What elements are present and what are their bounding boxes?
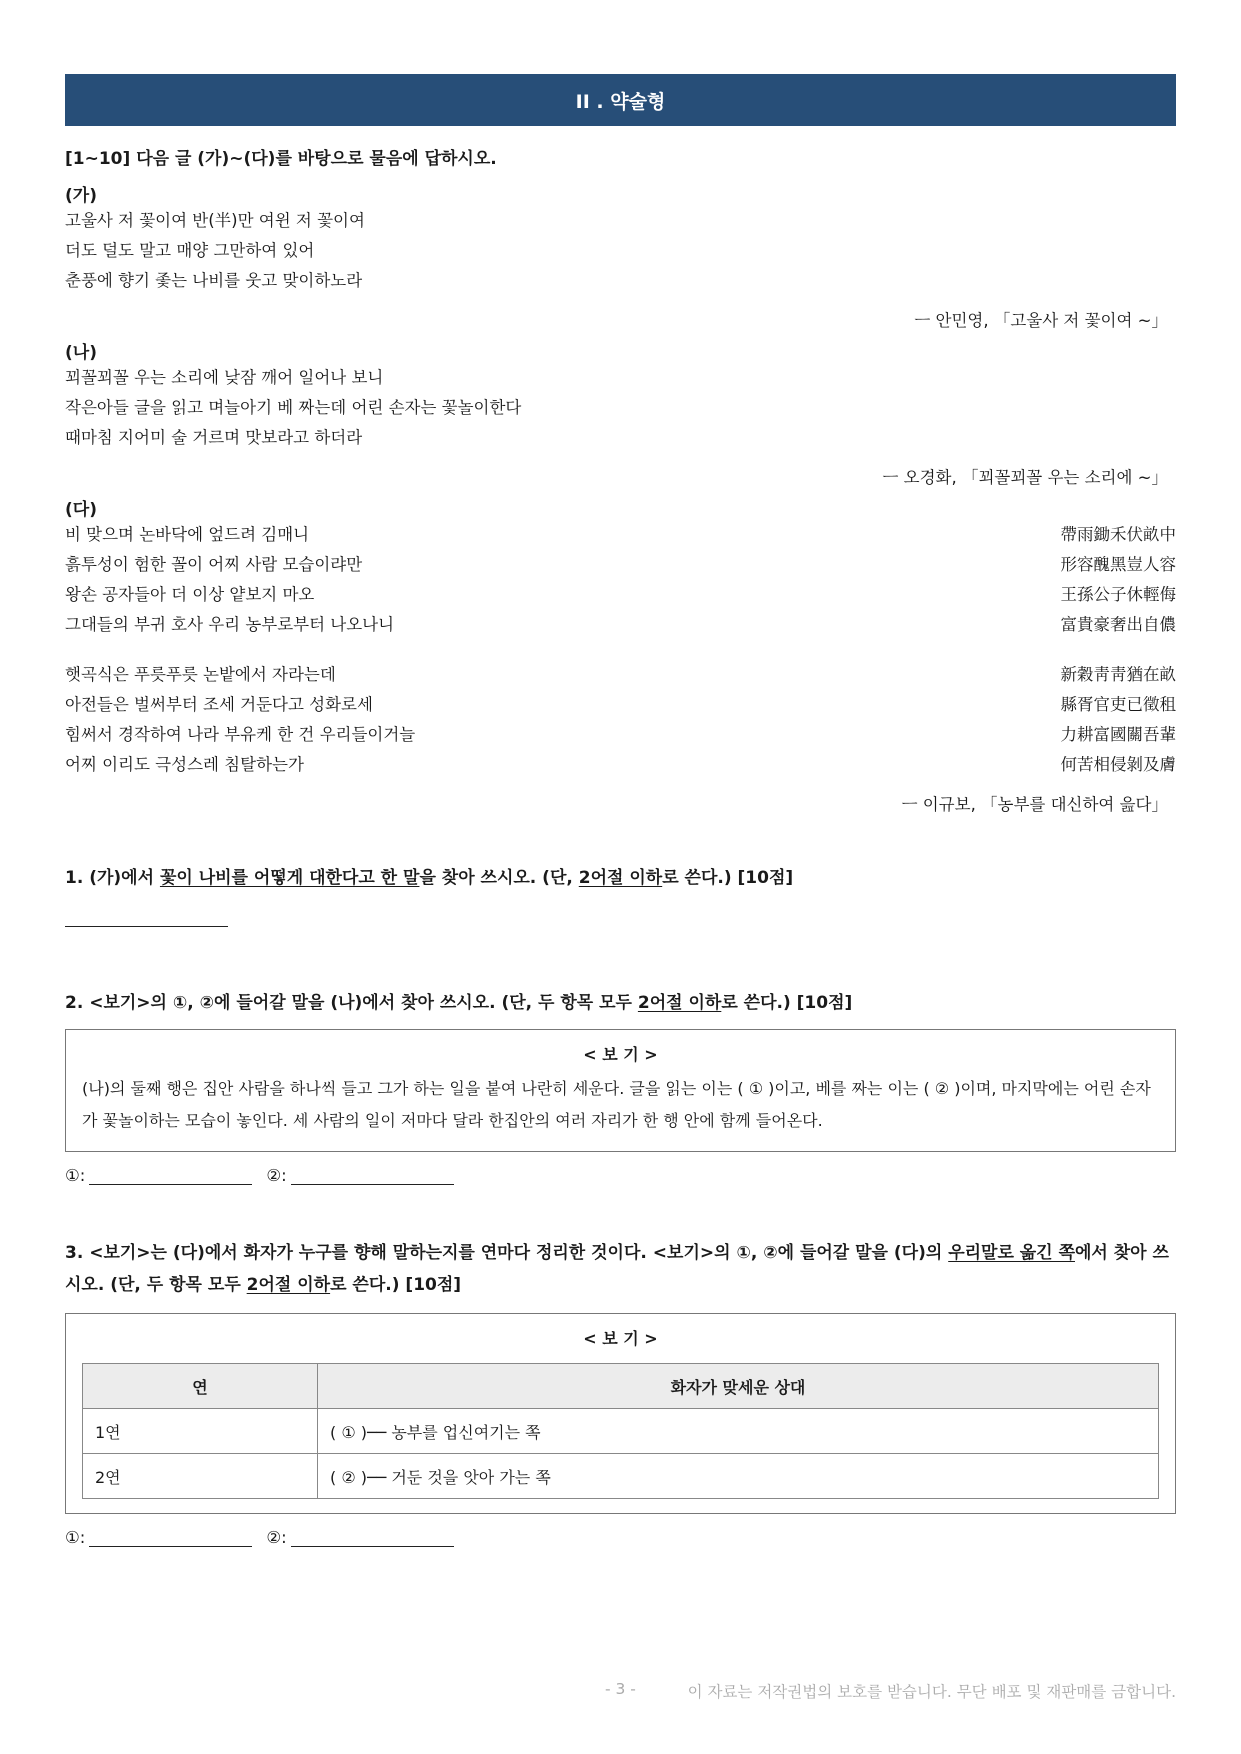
question-text: 3. <보기>는 (다)에서 화자가 누구를 향해 말하는지를 연마다 정리한 것이다. <보기>의 ①, ②에 들어갈 말을 (다)의 xyxy=(65,1243,949,1263)
attribution-na: ㅡ 오경화, 「꾀꼴꾀꼴 우는 소리에 ~」 xyxy=(882,468,1168,487)
section-title: II . 약술형 xyxy=(575,90,666,113)
hanja-line: 何苦相侵剝及膚 xyxy=(1060,755,1176,774)
bogi-box-2 xyxy=(65,1029,1176,1152)
attribution-ga: ㅡ 안민영, 「고울사 저 꽃이여 ~」 xyxy=(914,311,1168,330)
hanja-line: 新穀靑靑猶在畝 xyxy=(1060,665,1176,684)
question-text: 1. (가)에서 xyxy=(65,868,160,888)
section-banner xyxy=(65,74,1176,126)
korean-line: 흙투성이 험한 꼴이 어찌 사람 모습이랴만 xyxy=(65,555,363,574)
question-underline: 2어절 이하 xyxy=(578,868,663,888)
answer-label: ②: xyxy=(266,1528,287,1547)
copyright-notice: 이 자료는 저작권법의 보호를 받습니다. 무단 배포 및 재판매를 금합니다. xyxy=(687,1683,1176,1701)
answer-1[interactable] xyxy=(65,1528,252,1547)
answer-blank[interactable] xyxy=(89,1528,252,1547)
passage-da-label: (다) xyxy=(65,500,97,520)
hanja-line: 王孫公子休輕侮 xyxy=(1060,585,1176,604)
answer-label: ②: xyxy=(266,1166,287,1185)
answer-blank[interactable] xyxy=(291,1166,454,1185)
bogi-box-3 xyxy=(65,1313,1176,1514)
attribution-da: ㅡ 이규보, 「농부를 대신하여 읊다」 xyxy=(901,795,1168,814)
poem-row xyxy=(65,690,1176,720)
korean-line: 아전들은 벌써부터 조세 거둔다고 성화로세 xyxy=(65,695,373,714)
answer-label: ①: xyxy=(65,1166,86,1185)
passage-da-stanza-2 xyxy=(65,660,1176,780)
poem-line: 작은아들 글을 읽고 며늘아기 베 짜는데 어린 손자는 꽃놀이한다 xyxy=(65,398,522,417)
table-row xyxy=(83,1409,1159,1454)
poem-row xyxy=(65,720,1176,750)
poem-row xyxy=(65,520,1176,550)
poem-row xyxy=(65,580,1176,610)
answer-row-3 xyxy=(65,1528,1176,1547)
question-text: 로 쓴다.) [10점] xyxy=(330,1275,462,1295)
bogi-title: < 보 기 > xyxy=(583,1329,658,1348)
hanja-line: 縣胥官吏已徵租 xyxy=(1060,695,1176,714)
table-header: 화자가 맞세운 상대 xyxy=(318,1364,1159,1409)
table-header-row xyxy=(83,1364,1159,1409)
passage-ga-label: (가) xyxy=(65,186,97,206)
table-header: 연 xyxy=(83,1364,318,1409)
answer-label: ①: xyxy=(65,1528,86,1547)
poem-row xyxy=(65,550,1176,580)
poem-line: 춘풍에 향기 좇는 나비를 웃고 맞이하노라 xyxy=(65,271,363,290)
answer-1[interactable] xyxy=(65,1166,252,1185)
passage-na xyxy=(65,363,1176,453)
answer-blank-1[interactable] xyxy=(65,904,228,927)
bogi-title: < 보 기 > xyxy=(583,1045,658,1064)
question-text: 로 쓴다.) [10점] xyxy=(662,868,794,888)
question-text: 에서 찾아 쓰시오. (단, 두 항목 모두 xyxy=(65,1243,1169,1295)
answer-blank[interactable] xyxy=(291,1528,454,1547)
korean-line: 왕손 공자들아 더 이상 얕보지 마오 xyxy=(65,585,315,604)
table-cell: ( ① )── 농부를 업신여기는 쪽 xyxy=(318,1409,1159,1454)
instruction: [1~10] 다음 글 (가)~(다)를 바탕으로 물음에 답하시오. xyxy=(65,149,497,169)
poem-row xyxy=(65,610,1176,640)
korean-line: 비 맞으며 논바닥에 엎드려 김매니 xyxy=(65,525,310,544)
question-text: 을 찾아 쓰시오. (단, xyxy=(419,868,579,888)
passage-na-label: (나) xyxy=(65,343,97,363)
page-number: - 3 - xyxy=(605,1680,636,1698)
hanja-line: 形容醜黑豈人容 xyxy=(1060,555,1176,574)
korean-line: 어찌 이리도 극성스레 침탈하는가 xyxy=(65,755,304,774)
bogi-text: (나)의 둘째 행은 집안 사람을 하나씩 들고 그가 하는 일을 붙여 나란히 세운다. 글을 읽는 이는 ( ① )이고, 베를 짜는 이는 ( ② )이며, 마지막에는 어린 손자가 꽃놀이하는 모습이 놓인다. 세 사람의 일이 저마다 달라 한집안의 여러 자리가 한 행 안에 함께 들어온다. xyxy=(82,1079,1151,1130)
poem-line: 꾀꼴꾀꼴 우는 소리에 낮잠 깨어 일어나 보니 xyxy=(65,368,384,387)
hanja-line: 力耕富國關吾輩 xyxy=(1060,725,1176,744)
poem-row xyxy=(65,750,1176,780)
poem-line: 고울사 저 꽃이여 반(半)만 여윈 저 꽃이여 xyxy=(65,211,365,230)
answer-2[interactable] xyxy=(266,1528,453,1547)
korean-line: 햇곡식은 푸릇푸릇 논밭에서 자라는데 xyxy=(65,665,336,684)
table-cell: ( ② )── 거둔 것을 앗아 가는 쪽 xyxy=(318,1454,1159,1499)
passage-ga xyxy=(65,206,1176,296)
answer-2[interactable] xyxy=(266,1166,453,1185)
question-3 xyxy=(65,1237,1176,1301)
question-underline: 2어절 이하 xyxy=(246,1275,331,1295)
hanja-line: 帶雨鋤禾伏畝中 xyxy=(1060,525,1176,544)
korean-line: 그대들의 부귀 호사 우리 농부로부터 나오나니 xyxy=(65,615,395,634)
page xyxy=(65,74,1176,1547)
korean-line: 힘써서 경작하여 나라 부유케 한 건 우리들이거늘 xyxy=(65,725,416,744)
answer-row-2 xyxy=(65,1166,1176,1185)
table-row xyxy=(83,1454,1159,1499)
question-text: 2. <보기>의 ①, ②에 들어갈 말을 (나)에서 찾아 쓰시오. (단, 두 항목 모두 xyxy=(65,993,638,1013)
poem-row xyxy=(65,660,1176,690)
question-underline: 2어절 이하 xyxy=(637,993,722,1013)
question-underline: 꽃이 나비를 어떻게 대한다고 한 말 xyxy=(159,868,420,888)
answer-blank[interactable] xyxy=(89,1166,252,1185)
bogi-table xyxy=(82,1363,1159,1499)
poem-line: 때마침 지어미 술 거르며 맛보라고 하더라 xyxy=(65,428,363,447)
question-2 xyxy=(65,987,1176,1019)
question-underline: 우리말로 옮긴 쪽 xyxy=(948,1243,1075,1263)
question-text: 로 쓴다.) [10점] xyxy=(721,993,853,1013)
poem-line: 더도 덜도 말고 매양 그만하여 있어 xyxy=(65,241,315,260)
table-cell: 1연 xyxy=(83,1409,318,1454)
table-cell: 2연 xyxy=(83,1454,318,1499)
hanja-line: 富貴豪奢出自儂 xyxy=(1060,615,1176,634)
passage-da-stanza-1 xyxy=(65,520,1176,640)
question-1 xyxy=(65,862,1176,894)
